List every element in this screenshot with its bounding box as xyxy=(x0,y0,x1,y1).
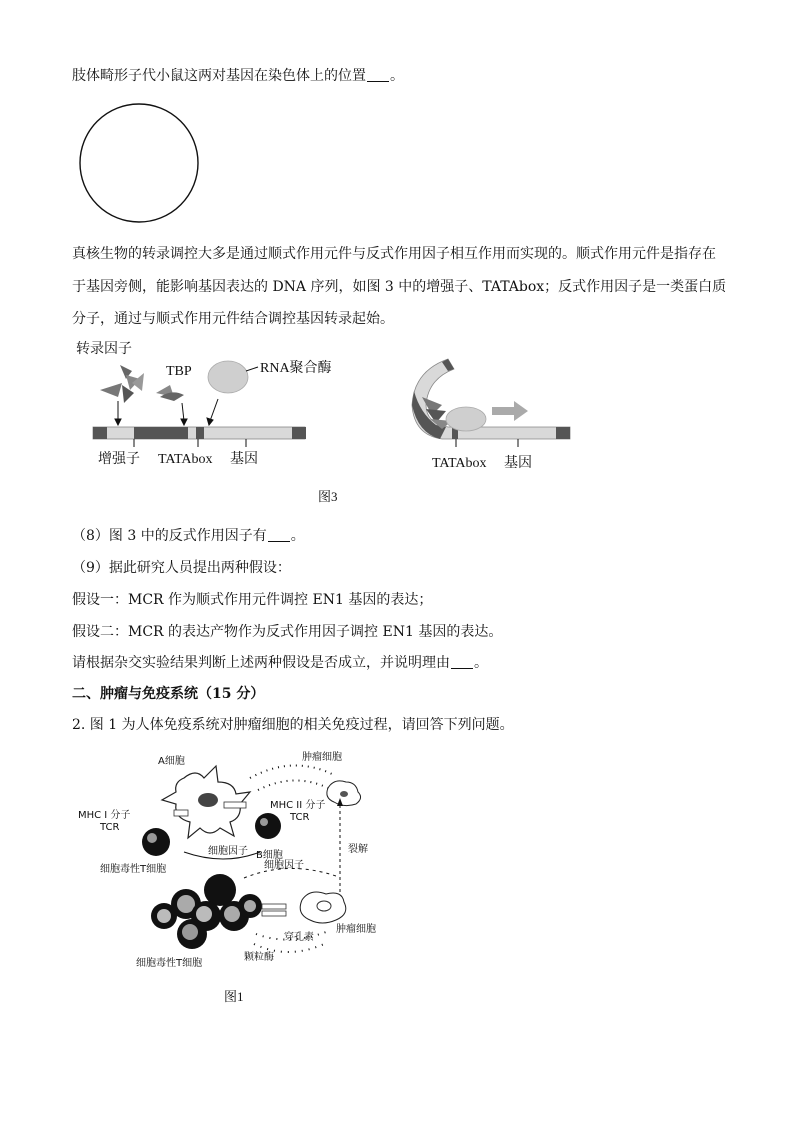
dna-bar-right xyxy=(412,359,570,439)
label-tumor-cell-bottom: 肿瘤细胞 xyxy=(336,924,376,935)
label-cytokine-2: 细胞因子 xyxy=(264,860,304,871)
section-title: 二、肿瘤与免疫系统（15 分） xyxy=(72,686,265,702)
label-cytokine-1: 细胞因子 xyxy=(208,846,248,857)
question-2-intro: 2. 图 1 为人体免疫系统对肿瘤细胞的相关免疫过程，请回答下列问题。 xyxy=(72,717,514,733)
question-continuation: 肢体畸形子代小鼠这两对基因在染色体上的位置 。 xyxy=(72,68,404,84)
label-rna-polymerase: RNA聚合酶 xyxy=(260,361,332,376)
label-lysis: 裂解 xyxy=(348,844,368,855)
hypothesis-1: 假设一：MCR 作为顺式作用元件调控 EN1 基因的表达； xyxy=(72,592,433,608)
figure1-diagram xyxy=(74,748,394,978)
label-gene-left: 基因 xyxy=(230,452,258,467)
label-tbp: TBP xyxy=(166,364,192,379)
tumor-cell-bottom-shape xyxy=(300,892,346,923)
label-transcription-factor: 转录因子 xyxy=(76,342,132,357)
label-tcr-right: TCR xyxy=(290,812,310,823)
label-perforin: 穿孔素 xyxy=(284,932,314,943)
label-granzyme: 颗粒酶 xyxy=(244,952,274,963)
answer-blank[interactable] xyxy=(367,67,389,82)
label-tcr-left: TCR xyxy=(100,822,120,833)
label-enhancer: 增强子 xyxy=(98,452,140,467)
label-tatabox-right: TATAbox xyxy=(432,456,487,471)
rna-polymerase-shape xyxy=(208,361,248,393)
intro-line-2: 于基因旁侧，能影响基因表达的 DNA 序列，如图 3 中的增强子、TATAbox；反式作用因子是一类蛋白质 xyxy=(72,279,727,295)
dna-bar-left xyxy=(93,427,306,439)
label-b-cell: B细胞 xyxy=(256,850,283,861)
label-tumor-cell-top: 肿瘤细胞 xyxy=(302,752,342,763)
answer-blank-judgement[interactable] xyxy=(451,654,473,669)
figure3-caption: 图3 xyxy=(318,489,338,504)
label-mhc2: MHC II 分子 xyxy=(270,800,326,811)
direction-arrow xyxy=(492,401,528,421)
figure1-caption: 图1 xyxy=(224,989,244,1004)
intro-line-3: 分子，通过与顺式作用元件结合调控基因转录起始。 xyxy=(72,311,394,327)
question-text: 肢体畸形子代小鼠这两对基因在染色体上的位置 xyxy=(72,68,366,84)
chromosome-drawing-circle xyxy=(78,102,202,226)
question-9: （9）据此研究人员提出两种假设： xyxy=(72,560,291,576)
intro-line-1: 真核生物的转录调控大多是通过顺式作用元件与反式作用因子相互作用而实现的。顺式作用元件是指存在 xyxy=(72,246,716,262)
label-tatabox-left: TATAbox xyxy=(158,452,213,467)
question-8: （8）图 3 中的反式作用因子有 。 xyxy=(72,528,305,544)
label-a-cell: A细胞 xyxy=(158,756,185,767)
answer-blank-q8[interactable] xyxy=(268,527,290,542)
tumor-cell-top-shape xyxy=(327,781,361,806)
t-cell-left xyxy=(142,828,170,856)
hypothesis-2: 假设二：MCR 的表达产物作为反式作用因子调控 EN1 基因的表达。 xyxy=(72,624,503,640)
ctl-cluster xyxy=(151,874,262,949)
judgement-question: 请根据杂交实验结果判断上述两种假设是否成立，并说明理由 。 xyxy=(72,655,488,671)
label-ctl-1: 细胞毒性T细胞 xyxy=(100,864,167,875)
b-cell-shape xyxy=(255,813,281,839)
label-ctl-2: 细胞毒性T细胞 xyxy=(136,958,203,969)
label-gene-right: 基因 xyxy=(504,456,532,471)
label-mhc1: MHC I 分子 xyxy=(78,810,131,821)
figure3-diagram xyxy=(70,335,590,475)
